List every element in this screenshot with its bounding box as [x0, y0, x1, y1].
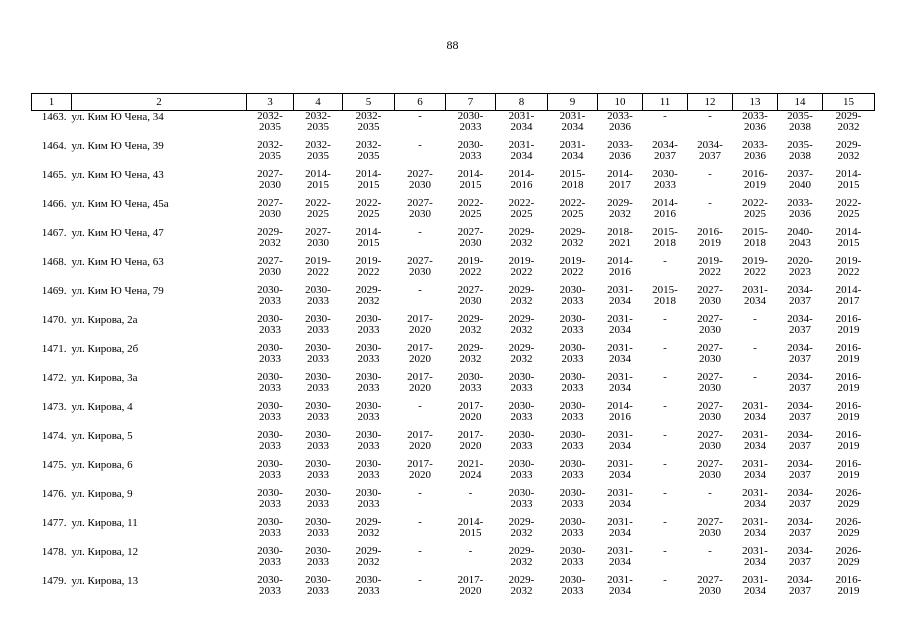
table-row: [32, 314, 875, 343]
year-cell: -: [663, 313, 667, 325]
year-cell: 2029- 2032: [559, 226, 586, 249]
row-number: 1478.: [41, 546, 67, 558]
year-cell: 2034- 2037: [787, 284, 813, 307]
year-cell: 2030- 2033: [257, 342, 283, 365]
year-cell: 2031- 2034: [559, 139, 586, 162]
year-cell: 2022- 2025: [457, 197, 484, 220]
year-cell: 2030- 2033: [457, 110, 484, 133]
year-cell: 2033- 2036: [607, 139, 633, 162]
year-cell: 2033- 2036: [742, 139, 768, 162]
address: ул. Кирова, 2а: [71, 314, 138, 326]
year-cell: 2019- 2022: [355, 255, 382, 278]
year-cell: 2030- 2033: [257, 313, 283, 336]
column-header: 7: [446, 94, 496, 111]
column-header: 3: [247, 94, 294, 111]
year-cell: 2030- 2033: [355, 574, 382, 597]
year-cell: 2027- 2030: [697, 313, 723, 336]
year-cell: 2027- 2030: [257, 197, 283, 220]
row-number: 1473.: [41, 401, 67, 413]
year-cell: 2031- 2034: [742, 400, 768, 423]
row-number: 1467.: [41, 227, 67, 239]
year-cell: 2035- 2038: [787, 139, 813, 162]
year-cell: -: [663, 429, 667, 441]
year-cell: 2027- 2030: [697, 371, 723, 394]
year-cell: 2017- 2020: [407, 458, 433, 481]
year-cell: -: [468, 545, 473, 557]
year-cell: 2027- 2030: [407, 255, 433, 278]
year-cell: 2016- 2019: [835, 371, 862, 394]
year-cell: 2029- 2032: [508, 342, 535, 365]
year-cell: 2014- 2016: [508, 168, 535, 191]
year-cell: 2029- 2032: [835, 139, 862, 162]
year-cell: 2029- 2032: [457, 313, 484, 336]
header-row: [32, 94, 875, 111]
year-cell: 2029- 2032: [508, 226, 535, 249]
column-header: 13: [733, 94, 778, 111]
column-header: 8: [496, 94, 548, 111]
year-cell: -: [418, 516, 422, 528]
year-cell: 2030- 2033: [305, 313, 331, 336]
year-cell: 2030- 2033: [355, 371, 382, 394]
address: ул. Кирова, 5: [71, 430, 133, 442]
year-cell: 2022- 2025: [559, 197, 586, 220]
year-cell: 2019- 2022: [835, 255, 862, 278]
year-cell: 2022- 2025: [742, 197, 768, 220]
address: ул. Кирова, 11: [71, 517, 138, 529]
year-cell: 2030- 2033: [559, 487, 586, 510]
year-cell: -: [663, 545, 667, 557]
year-cell: 2031- 2034: [742, 516, 768, 539]
year-cell: 2030- 2033: [652, 168, 678, 191]
year-cell: -: [663, 458, 667, 470]
year-cell: 2027- 2030: [697, 342, 723, 365]
column-header: 1: [32, 94, 72, 111]
table-row: [32, 430, 875, 459]
year-cell: 2033- 2036: [607, 110, 633, 133]
table-row: [32, 343, 875, 372]
year-cell: 2031- 2034: [607, 487, 633, 510]
year-cell: 2030- 2033: [257, 284, 283, 307]
year-cell: 2030- 2033: [559, 313, 586, 336]
address: ул. Ким Ю Чена, 47: [71, 227, 164, 239]
year-cell: 2033- 2036: [787, 197, 813, 220]
column-header: 15: [823, 94, 875, 111]
year-cell: 2030- 2033: [257, 545, 283, 568]
year-cell: 2030- 2033: [257, 371, 283, 394]
year-cell: 2027- 2030: [305, 226, 331, 249]
year-cell: 2016- 2019: [835, 458, 862, 481]
year-cell: 2030- 2033: [257, 458, 283, 481]
year-cell: 2021- 2024: [457, 458, 484, 481]
table-row: [32, 140, 875, 169]
row-number: 1468.: [41, 256, 67, 268]
year-cell: 2030- 2033: [257, 516, 283, 539]
year-cell: 2034- 2037: [787, 516, 813, 539]
year-cell: 2031- 2034: [559, 110, 586, 133]
year-cell: -: [418, 487, 422, 499]
year-cell: -: [708, 487, 712, 499]
year-cell: -: [708, 197, 712, 209]
table-row: [32, 517, 875, 546]
address: ул. Ким Ю Чена, 39: [71, 140, 164, 152]
year-cell: -: [663, 400, 667, 412]
year-cell: 2030- 2033: [559, 458, 586, 481]
year-cell: 2027- 2030: [257, 168, 283, 191]
year-cell: 2019- 2022: [697, 255, 723, 278]
year-cell: 2017- 2020: [407, 429, 433, 452]
year-cell: 2030- 2033: [559, 429, 586, 452]
address: ул. Кирова, 4: [71, 401, 133, 413]
year-cell: 2027- 2030: [457, 284, 484, 307]
year-cell: -: [663, 487, 667, 499]
year-cell: 2027- 2030: [407, 197, 433, 220]
row-number: 1470.: [41, 314, 67, 326]
year-cell: 2017- 2020: [457, 574, 484, 597]
table-row: [32, 285, 875, 314]
year-cell: 2031- 2034: [607, 458, 633, 481]
year-cell: 2014- 2016: [607, 400, 633, 423]
year-cell: -: [418, 400, 422, 412]
column-header: 6: [395, 94, 446, 111]
year-cell: 2031- 2034: [607, 516, 633, 539]
address: ул. Ким Ю Чена, 63: [71, 256, 164, 268]
year-cell: 2034- 2037: [787, 400, 813, 423]
year-cell: 2019- 2022: [457, 255, 484, 278]
year-cell: 2030- 2033: [305, 371, 331, 394]
year-cell: 2017- 2020: [407, 313, 433, 336]
year-cell: 2030- 2033: [508, 400, 535, 423]
year-cell: 2034- 2037: [787, 342, 813, 365]
year-cell: 2034- 2037: [787, 545, 813, 568]
year-cell: 2014- 2015: [457, 168, 484, 191]
year-cell: 2015- 2018: [742, 226, 768, 249]
year-cell: -: [663, 110, 667, 122]
year-cell: 2030- 2033: [257, 400, 283, 423]
year-cell: 2027- 2030: [697, 458, 723, 481]
year-cell: 2030- 2033: [559, 400, 586, 423]
year-cell: 2017- 2020: [457, 429, 484, 452]
year-cell: 2031- 2034: [742, 284, 768, 307]
year-cell: 2030- 2033: [305, 284, 331, 307]
year-cell: 2030- 2033: [305, 458, 331, 481]
table-row: [32, 111, 875, 141]
year-cell: 2031- 2034: [607, 284, 633, 307]
column-header: 14: [778, 94, 823, 111]
year-cell: 2016- 2019: [835, 313, 862, 336]
column-header: 4: [294, 94, 343, 111]
year-cell: 2022- 2025: [305, 197, 331, 220]
address: ул. Ким Ю Чена, 79: [71, 285, 164, 297]
row-number: 1474.: [41, 430, 67, 442]
table-row: [32, 401, 875, 430]
year-cell: 2032- 2035: [257, 110, 283, 133]
table-row: [32, 488, 875, 517]
year-cell: 2040- 2043: [787, 226, 813, 249]
address: ул. Ким Ю Чена, 43: [71, 169, 164, 181]
year-cell: -: [418, 545, 422, 557]
year-cell: 2030- 2033: [508, 458, 535, 481]
year-cell: 2030- 2033: [257, 574, 283, 597]
year-cell: -: [468, 487, 473, 499]
year-cell: 2031- 2034: [607, 545, 633, 568]
year-cell: 2030- 2033: [257, 487, 283, 510]
year-cell: -: [418, 284, 422, 296]
year-cell: 2016- 2019: [835, 429, 862, 452]
year-cell: 2030- 2033: [355, 342, 382, 365]
year-cell: 2026- 2029: [835, 545, 862, 568]
year-cell: 2022- 2025: [835, 197, 862, 220]
year-cell: 2015- 2018: [652, 284, 678, 307]
year-cell: 2030- 2033: [559, 516, 586, 539]
row-number: 1463.: [41, 111, 67, 123]
year-cell: 2016- 2019: [742, 168, 768, 191]
register-table: [31, 93, 875, 604]
year-cell: 2031- 2034: [742, 574, 768, 597]
year-cell: 2027- 2030: [257, 255, 283, 278]
year-cell: -: [418, 574, 422, 586]
year-cell: 2030- 2033: [508, 429, 535, 452]
year-cell: 2027- 2030: [697, 516, 723, 539]
year-cell: 2030- 2033: [457, 371, 484, 394]
year-cell: 2014- 2015: [355, 168, 382, 191]
year-cell: 2016- 2019: [835, 400, 862, 423]
table-row: [32, 546, 875, 575]
year-cell: -: [663, 342, 667, 354]
row-number: 1465.: [41, 169, 67, 181]
year-cell: -: [753, 371, 757, 383]
year-cell: 2014- 2015: [355, 226, 382, 249]
address: ул. Кирова, 2б: [71, 343, 139, 355]
year-cell: 2014- 2017: [607, 168, 633, 191]
year-cell: 2030- 2033: [355, 313, 382, 336]
column-header: 10: [598, 94, 643, 111]
year-cell: 2030- 2033: [257, 429, 283, 452]
year-cell: 2014- 2015: [835, 168, 862, 191]
year-cell: 2027- 2030: [407, 168, 433, 191]
year-cell: 2029- 2032: [508, 284, 535, 307]
year-cell: 2031- 2034: [742, 545, 768, 568]
year-cell: 2030- 2033: [559, 371, 586, 394]
row-number: 1471.: [41, 343, 67, 355]
year-cell: -: [753, 313, 757, 325]
year-cell: 2030- 2033: [559, 574, 586, 597]
year-cell: 2032- 2035: [257, 139, 283, 162]
year-cell: 2014- 2015: [457, 516, 484, 539]
year-cell: -: [663, 371, 667, 383]
year-cell: 2034- 2037: [787, 574, 813, 597]
year-cell: 2032- 2035: [355, 110, 382, 133]
year-cell: 2034- 2037: [697, 139, 723, 162]
year-cell: 2026- 2029: [835, 516, 862, 539]
address: ул. Кирова, 13: [71, 575, 139, 587]
year-cell: 2031- 2034: [742, 487, 768, 510]
year-cell: 2034- 2037: [787, 371, 813, 394]
year-cell: 2022- 2025: [355, 197, 382, 220]
year-cell: -: [753, 342, 757, 354]
year-cell: 2034- 2037: [652, 139, 678, 162]
year-cell: 2029- 2032: [607, 197, 633, 220]
table-row: [32, 256, 875, 285]
year-cell: -: [418, 226, 422, 238]
year-cell: 2019- 2022: [559, 255, 586, 278]
year-cell: -: [418, 139, 422, 151]
year-cell: 2016- 2019: [835, 574, 862, 597]
address: ул. Кирова, 3а: [71, 372, 138, 384]
year-cell: 2014- 2016: [652, 197, 678, 220]
year-cell: 2031- 2034: [742, 429, 768, 452]
year-cell: 2019- 2022: [742, 255, 768, 278]
year-cell: 2015- 2018: [559, 168, 586, 191]
year-cell: 2031- 2034: [607, 574, 633, 597]
address: ул. Ким Ю Чена, 45а: [71, 198, 169, 210]
year-cell: 2030- 2033: [305, 574, 331, 597]
year-cell: 2034- 2037: [787, 313, 813, 336]
year-cell: 2031- 2034: [607, 313, 633, 336]
address: ул. Кирова, 9: [71, 488, 133, 500]
year-cell: 2030- 2033: [305, 342, 331, 365]
year-cell: 2029- 2032: [355, 545, 382, 568]
year-cell: 2030- 2033: [355, 487, 382, 510]
year-cell: -: [708, 110, 712, 122]
year-cell: 2017- 2020: [407, 371, 433, 394]
year-cell: 2029- 2032: [508, 545, 535, 568]
year-cell: 2029- 2032: [457, 342, 484, 365]
year-cell: 2029- 2032: [508, 516, 535, 539]
year-cell: 2014- 2015: [835, 226, 862, 249]
year-cell: 2029- 2032: [257, 226, 283, 249]
row-number: 1476.: [41, 488, 67, 500]
row-number: 1475.: [41, 459, 67, 471]
address: ул. Кирова, 6: [71, 459, 133, 471]
year-cell: 2034- 2037: [787, 429, 813, 452]
address: ул. Кирова, 12: [71, 546, 139, 558]
table-row: [32, 372, 875, 401]
year-cell: -: [663, 516, 667, 528]
year-cell: 2019- 2022: [508, 255, 535, 278]
year-cell: 2030- 2033: [305, 429, 331, 452]
table-row: [32, 227, 875, 256]
year-cell: 2018- 2021: [607, 226, 633, 249]
year-cell: 2019- 2022: [305, 255, 331, 278]
column-header: 9: [548, 94, 598, 111]
year-cell: 2016- 2019: [835, 342, 862, 365]
year-cell: 2020- 2023: [787, 255, 813, 278]
row-number: 1464.: [41, 140, 67, 152]
year-cell: 2031- 2034: [607, 342, 633, 365]
year-cell: 2032- 2035: [305, 110, 331, 133]
year-cell: 2030- 2033: [559, 545, 586, 568]
year-cell: 2030- 2033: [559, 284, 586, 307]
year-cell: 2031- 2034: [742, 458, 768, 481]
year-cell: 2030- 2033: [305, 545, 331, 568]
row-number: 1466.: [41, 198, 67, 210]
year-cell: 2027- 2030: [697, 284, 723, 307]
year-cell: 2014- 2017: [835, 284, 862, 307]
table-row: [32, 198, 875, 227]
row-number: 1477.: [41, 517, 67, 529]
row-number: 1479.: [41, 575, 67, 587]
year-cell: 2022- 2025: [508, 197, 535, 220]
year-cell: 2031- 2034: [607, 429, 633, 452]
table-row: [32, 459, 875, 488]
year-cell: 2030- 2033: [457, 139, 484, 162]
row-number: 1469.: [41, 285, 67, 297]
year-cell: 2026- 2029: [835, 487, 862, 510]
page-number: 88: [446, 38, 459, 52]
year-cell: 2029- 2032: [355, 516, 382, 539]
year-cell: 2035- 2038: [787, 110, 813, 133]
year-cell: 2014- 2015: [305, 168, 331, 191]
year-cell: 2015- 2018: [652, 226, 678, 249]
year-cell: 2032- 2035: [305, 139, 331, 162]
year-cell: 2029- 2032: [355, 284, 382, 307]
year-cell: -: [663, 574, 667, 586]
year-cell: 2033- 2036: [742, 110, 768, 133]
year-cell: 2031- 2034: [508, 110, 535, 133]
year-cell: 2030- 2033: [355, 429, 382, 452]
year-cell: 2030- 2033: [355, 400, 382, 423]
year-cell: 2030- 2033: [508, 487, 535, 510]
year-cell: 2027- 2030: [697, 400, 723, 423]
column-header: 5: [343, 94, 395, 111]
year-cell: 2029- 2032: [508, 313, 535, 336]
year-cell: 2030- 2033: [559, 342, 586, 365]
year-cell: 2014- 2016: [607, 255, 633, 278]
address: ул. Ким Ю Чена, 34: [71, 111, 164, 123]
year-cell: 2027- 2030: [457, 226, 484, 249]
year-cell: 2016- 2019: [697, 226, 723, 249]
year-cell: 2027- 2030: [697, 429, 723, 452]
year-cell: 2030- 2033: [508, 371, 535, 394]
year-cell: 2030- 2033: [305, 400, 331, 423]
table-row: [32, 169, 875, 198]
year-cell: 2030- 2033: [305, 487, 331, 510]
year-cell: 2029- 2032: [508, 574, 535, 597]
year-cell: 2034- 2037: [787, 487, 813, 510]
table-row: [32, 575, 875, 604]
row-number: 1472.: [41, 372, 67, 384]
year-cell: 2031- 2034: [607, 371, 633, 394]
year-cell: 2030- 2033: [305, 516, 331, 539]
year-cell: 2030- 2033: [355, 458, 382, 481]
year-cell: 2034- 2037: [787, 458, 813, 481]
year-cell: 2029- 2032: [835, 110, 862, 133]
year-cell: 2032- 2035: [355, 139, 382, 162]
column-header: 11: [643, 94, 688, 111]
year-cell: -: [708, 168, 712, 180]
year-cell: 2017- 2020: [457, 400, 484, 423]
column-header: 2: [72, 94, 247, 111]
year-cell: 2037- 2040: [787, 168, 813, 191]
year-cell: 2031- 2034: [508, 139, 535, 162]
year-cell: 2027- 2030: [697, 574, 723, 597]
year-cell: -: [418, 110, 422, 122]
column-header: 12: [688, 94, 733, 111]
year-cell: -: [708, 545, 712, 557]
year-cell: 2017- 2020: [407, 342, 433, 365]
year-cell: -: [663, 255, 667, 267]
